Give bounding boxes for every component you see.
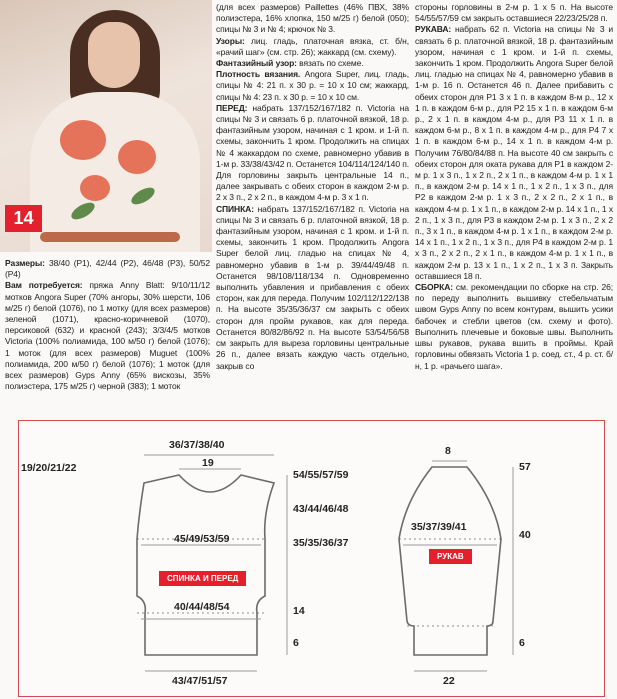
face-shape: [88, 22, 140, 88]
pattern-svg: [19, 421, 604, 696]
text-column-2: [216, 2, 409, 372]
dim-sleeve-cuff: 22: [443, 675, 455, 687]
sweater-shape: [30, 92, 200, 252]
dim-armhole-height: 43/44/46/48: [293, 503, 349, 515]
dim-top-width: 36/37/38/40: [169, 439, 225, 451]
dim-waist: 40/44/48/54: [174, 601, 230, 613]
paragraph: Вам потребуется: пряжа Anny Blatt: 9/10/11/12 мотков Angora Super (70% ангоры, 30% шерсти, 106 м/25 г) белой (1076), по 1 мотку (для всех размеров) зеленой (1071), красно-коричневой (1070), персиковой (632) и красной (243); 3/3/4/5 мотков Victoria (100% полиамида, 100 м/50 г) белой (1076); 1 моток (для всех размеров) Muguet (100% полиамида, 200 м/50 г) белой (1076); 1 моток (для всех размеров) Gyps Anny (65% вискозы, 35% полиэстера, 175 м/25 г) черной (383); 1 моток: [5, 280, 210, 392]
dim-neck: 19: [202, 457, 214, 469]
dim-chest: 45/49/53/59: [174, 533, 230, 545]
pattern-diagram: [18, 420, 605, 697]
dim-rib-height: 14: [293, 605, 305, 617]
dim-sleeve-width: 35/37/39/41: [411, 521, 467, 533]
dim-total-height: 54/55/57/59: [293, 469, 349, 481]
paragraph: Размеры: 38/40 (P1), 42/44 (P2), 46/48 (P3), 50/52 (P4): [5, 258, 210, 280]
flower-motif: [118, 140, 156, 174]
paragraph: (для всех размеров) Paillettes (46% ПВХ, 38% полиэстера, 16% хлопка, 150 м/25 г) белой (050); спицы № 3 и № 4; крючок № 3.: [216, 2, 409, 35]
page-badge: 14: [5, 205, 42, 232]
dim-bottom-height: 6: [293, 637, 299, 649]
dim-sleeve-length: 40: [519, 529, 531, 541]
dim-shoulder-drop: 19/20/21/22: [21, 462, 77, 474]
sleeve-label: РУКАВ: [429, 549, 472, 564]
text-column-1: [5, 258, 210, 392]
paragraph: РУКАВА: набрать 62 п. Victoria на спицы № 3 и связать 6 р. платочной вязкой, 18 р. фантазийным узором, начиная с 1 кром. и 1-й п. схемы, закончить 1 кром. Продолжить Angora Super белой лиц. гладью на спицах № 4, равномерно убавив в 1-м р. 16 п. Останется 46 п. Далее прибавить с обеих сторон для P1 3 x 1 п. в каждом 8-м р., 12 x 1 п. в каждом 6-м р., для P2 15 x 1 п. в каждом 6-м р., 2 x 1 п. в каждом 4-м р., для P3 11 x 1 п. в каждом 6-м р., 8 x 1 п. в каждом 4-м р., для P4 7 x 1 п. в каждом 6-м р., 14 x 1 п. в каждом 4-м р. Получим 76/80/84/88 п. На высоте 40 см закрыть с обеих сторон для оката рукава для P1 в каждом 2-м р. 1 x 3 п., 1 x 2 п., 2 x 1 п., в каждом 4-м р. 1 x 1 п., в каждом 2-м р. 14 x 1 п., 1 x 2 п., 1 x 3 п., для P2 в каждом 2-м р. 1 x 3 п., 2 x 2 п., 2 x 1 п., в каждом 4-м р. 1 x 1 п., в каждом 2-м р. 14 x 1 п., 1 x 2 п., 1 x 3 п., для P3 в каждом 2-м р. 1 x 3 п., 2 x 2 п., 3 x 1 п., в каждом 4-м р. 1 x 1 п., в каждом 2-м р. 14 x 1 п., 1 x 2 п., 1 x 3 п., для P4 в каждом 2-м р. 1 x 3 п., 2 x 2 п., 2 x 1 п., в каждом 4-м р. 1 x 1 п., в каждом 2-м р. 13 x 1 п., 1 x 2 п., 1 x 3 п. Закрыть оставшиеся 18 п.: [415, 24, 613, 281]
dim-armhole-depth: 35/35/36/37: [293, 537, 349, 549]
front-back-outline: [137, 475, 274, 655]
flower-motif: [60, 120, 106, 160]
dim-bottom-width: 43/47/51/57: [172, 675, 228, 687]
front-back-label: СПИНКА И ПЕРЕД: [159, 571, 246, 586]
paragraph: СБОРКА: см. рекомендации по сборке на стр. 26; по переду выполнить вышивку стебельчатым швом Gyps Anny по всем контурам, вышить усики бабочек и стебли цветов (см. схему и фото). Выполнить плечевые и боковые швы. Выполнить швы рукавов, рукава вшить в проймы. Край горловины обвязать Victoria 1 р. соед. ст., 4 р. ст. б/н, 1 р. «рачьего шага».: [415, 282, 613, 371]
dim-sleeve-top: 8: [445, 445, 451, 457]
paragraph: Узоры: лиц. гладь, платочная вязка, ст. б/н, «рачий шаг» (см. стр. 26); жаккард (см. схему).: [216, 35, 409, 57]
paragraph: стороны горловины в 2-м р. 1 x 5 п. На высоте 54/55/57/59 см закрыть оставшиеся 22/23/25/28 п.: [415, 2, 613, 24]
paragraph: Плотность вязания. Angora Super, лиц. гладь, спицы № 4: 21 п. x 30 р. = 10 x 10 см; жаккард, спицы № 4: 23 п. x 30 р. = 10 x 10 см.: [216, 69, 409, 102]
paragraph: Фантазийный узор: вязать по схеме.: [216, 58, 364, 69]
dim-sleeve-bottom-height: 6: [519, 637, 525, 649]
belt-shape: [40, 232, 180, 242]
paragraph: СПИНКА: набрать 137/152/167/182 п. Victoria на спицы № 3 и связать 6 р. платочной вязкой, 18 р. фантазийным узором, начиная с 1 кром. и 1-й п. схемы, закончить 1 кром. Продолжить Angora Super белой лиц. гладью на спицах № 4, равномерно убавив в 1-м р. 39/44/49/48 п. Останется 98/108/118/134 п. Одновременно выполнить убавления и прибавления с обеих сторон, как для переда. Получим 102/112/122/138 п. На высоте 35/35/36/37 см закрыть с обеих сторон для пройм рукавов, как для переда. Останется 80/82/86/92 п. На высоте 53/54/56/58 см закрыть для выреза горловины центральные 26 п., далее вязать каждую часть отдельно, закрыв со: [216, 203, 409, 371]
dim-sleeve-cap-height: 57: [519, 461, 531, 473]
text-column-3: [415, 2, 613, 372]
paragraph: ПЕРЕД: набрать 137/152/167/182 п. Victoria на спицы № 3 и связать 6 р. платочной вязкой, 18 р. фантазийным узором, начиная с 1 кром. и 1-й п. схемы, закончить 1 кром. Продолжить на спицах № 4 жаккардом по схеме, равномерно убавив в 1-м р. 33/38/43/42 п. Останется 104/114/124/140 п. Для горловины закрыть центральные 14 п., далее закрывать с обеих сторон в каждом 2-м р. 2 x 3 п., 2 x 2 п., в каждом 4-м р. 3 x 1 п.: [216, 102, 409, 203]
flower-motif: [80, 175, 110, 201]
